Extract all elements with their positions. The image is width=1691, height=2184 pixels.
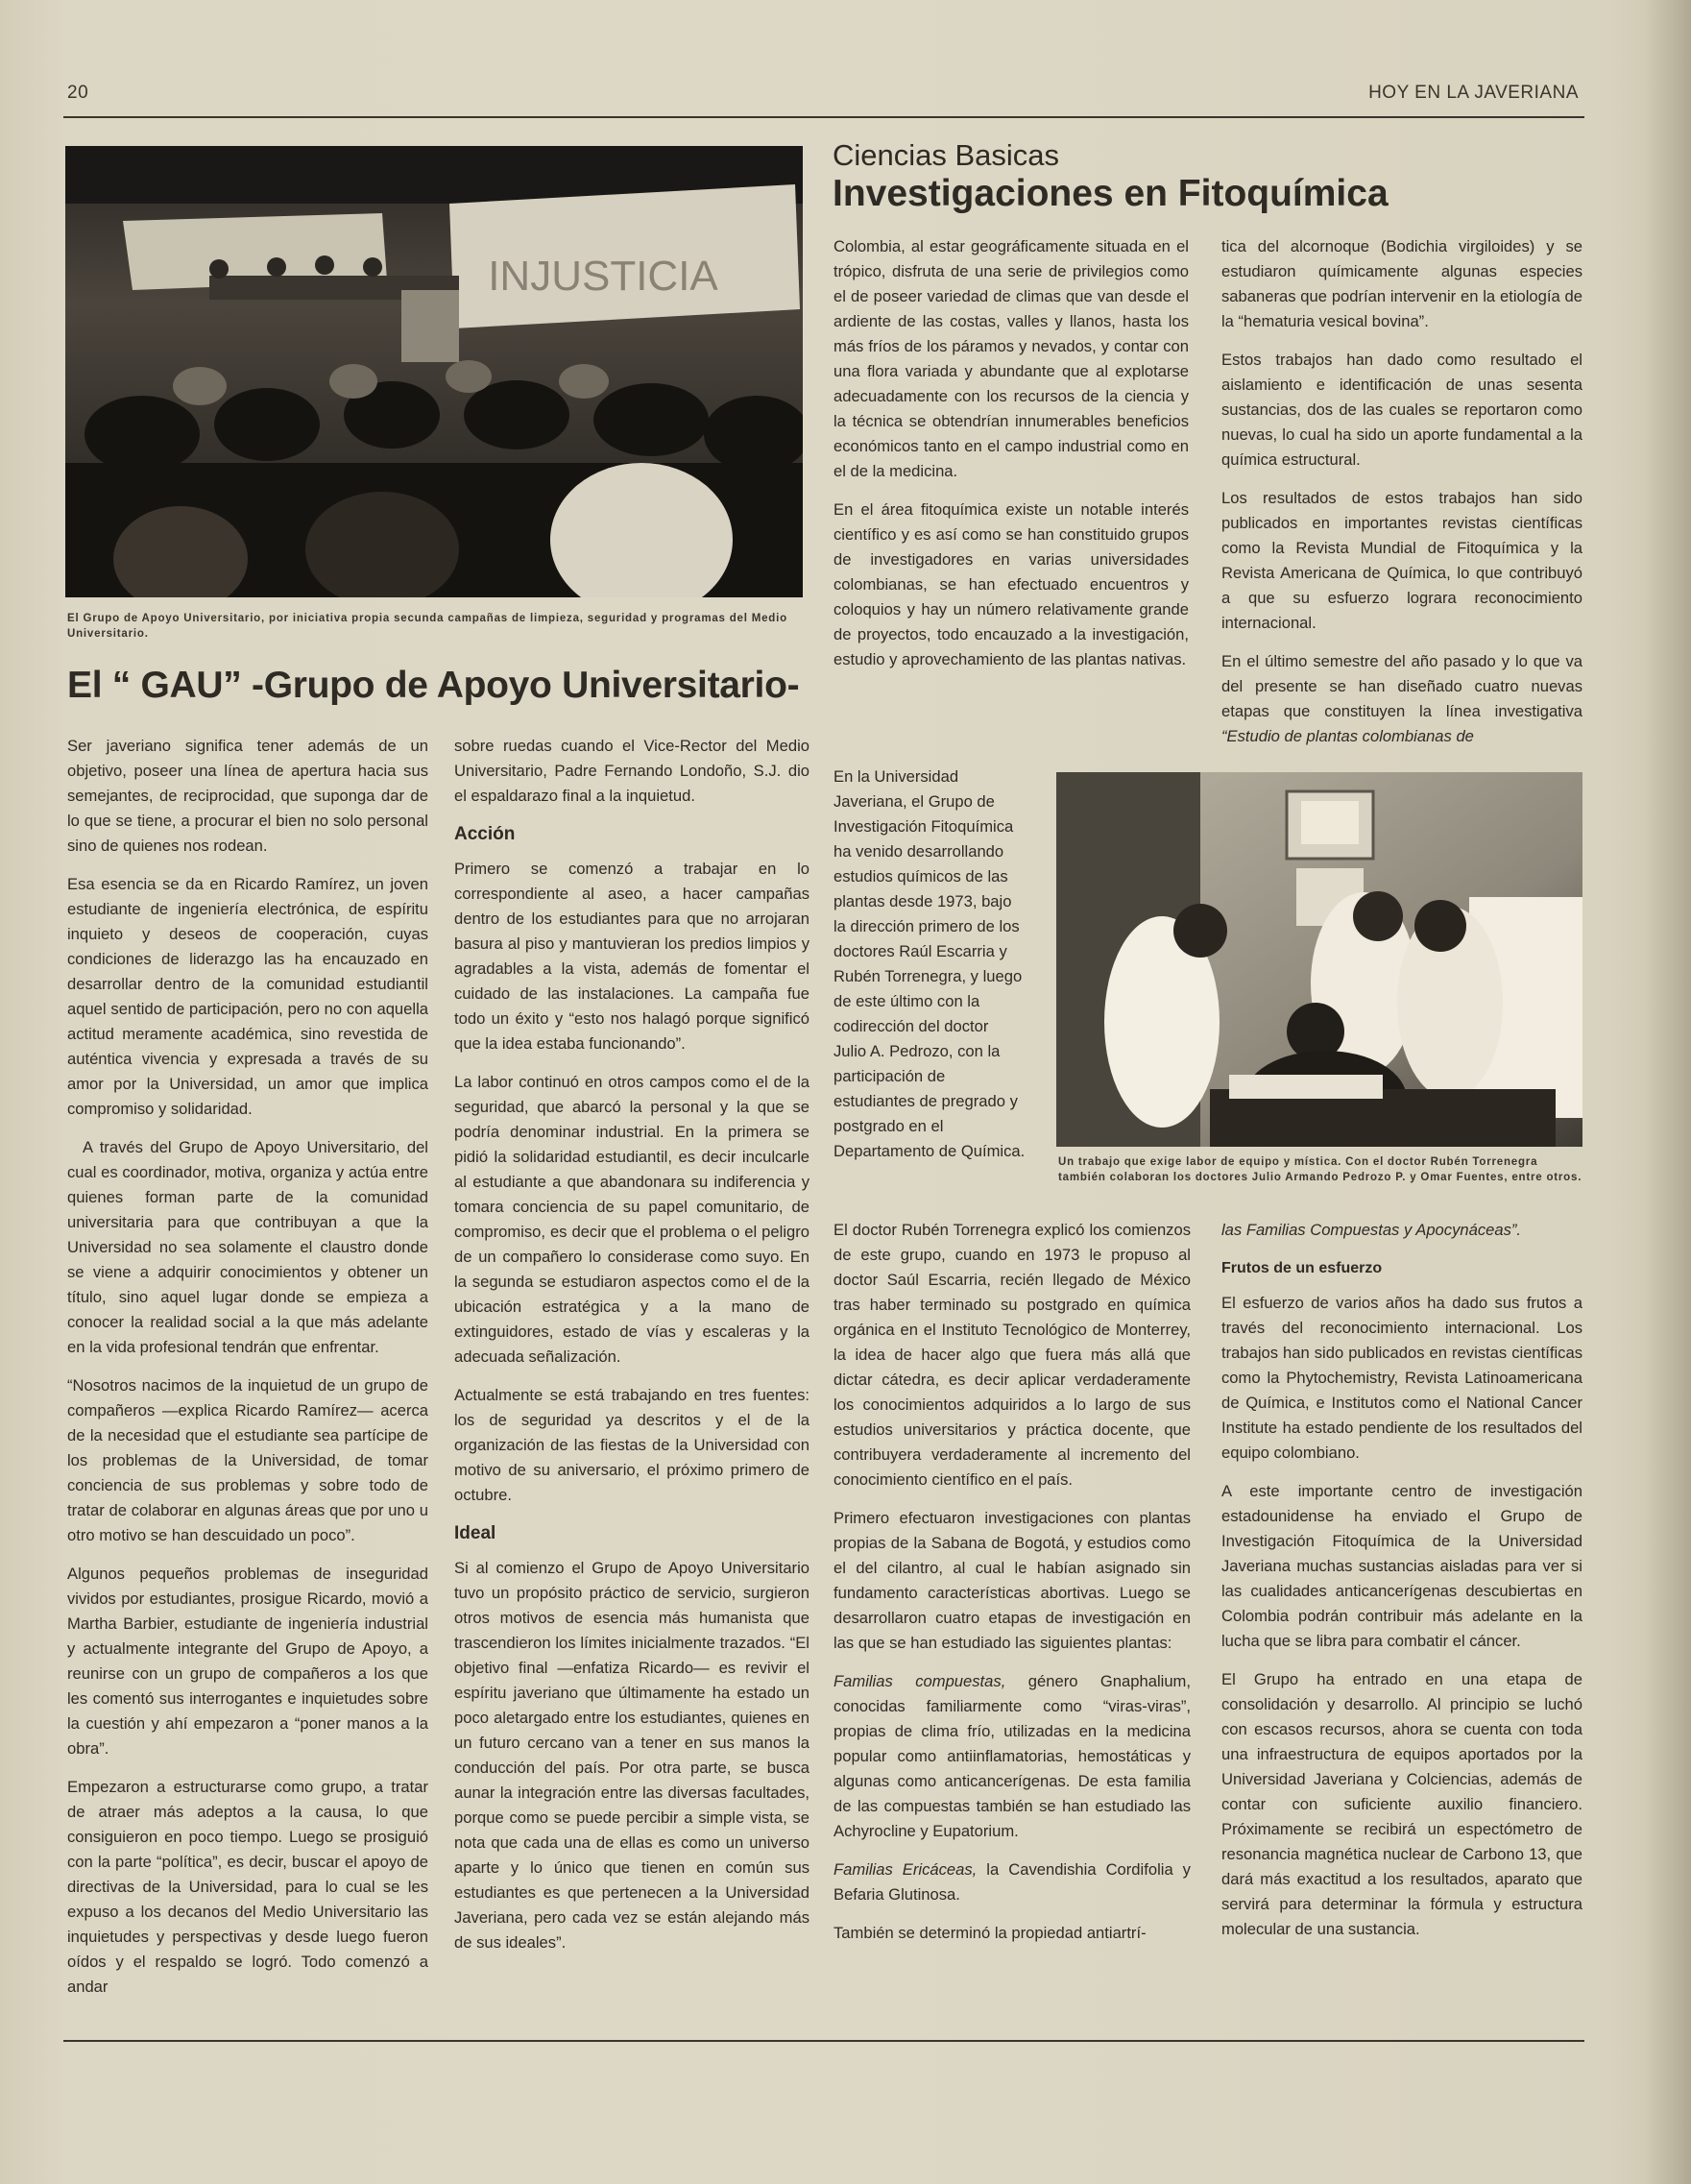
page-edge-shadow — [1645, 0, 1691, 2184]
fitoquimica-headline: Investigaciones en Fitoquímica — [833, 173, 1389, 214]
fito-paragraph: El Grupo ha entrado en una etapa de consolidación y desarrollo. Al principio se luchó con escasos recursos, ahora se cuenta con toda una infraestructura de equipos aportados por la Universidad Javeriana y Colciencias, además de contar con suficiente auxilio financiero. Próximamente se recibirá un espectómetro de resonancia magnética nuclear de Carbono 13, que dará más exactitud a los resultados, aparato que servirá para determinar la fórmula y estructura molecular de una sustancia. — [1221, 1670, 1582, 1938]
gau-paragraph: Si al comienzo el Grupo de Apoyo Universitario tuvo un propósito práctico de servicio, surgieron otros motivos de esencia más humanista que trascendieron los límites inicialmente trazados. “El objetivo final —enfatiza Ricardo— es revivir el espíritu javeriano que últimamente ha estado un poco aletargado entre los estudiantes, quienes en un futuro cercano van a tener en sus manos la conducción del país. Por otra parte, se busca aunar la integración entre las diversas facultades, porque como se puede percibir a simple vista, se nota que cada una de ellas es como un universo aparte y lo único que tienen en común sus estudiantes es que pertenecen a la Universidad Javeriana, pero cada vez se están alejando más de sus ideales”. — [454, 1559, 809, 1952]
fito-paragraph: A este importante centro de investigación estadounidense ha enviado el Grupo de Investigación Fitoquímica de la Universidad Javeriana muchas sustancias aisladas para ver si las cualidades anticancerígenas descubiertas en Colombia podrán contribuir más adelante en la lucha que se libra para combatir el cáncer. — [1221, 1482, 1582, 1650]
assembly-photo — [65, 146, 803, 597]
gau-paragraph: Ser javeriano significa tener además de un objetivo, poseer una línea de apertura hacia sus semejantes, de reciprocidad, que suponga dar de lo que se tiene, a procurar el bien no solo personal sino de quienes nos rodean. — [67, 737, 428, 855]
banner-text: INJUSTICIA — [488, 253, 718, 300]
fito-paragraph — [1221, 649, 1582, 749]
fito-text: género Gnaphalium, conocidas familiarmente como “viras-viras”, propias de clima frío, utilizadas en la medicina popular como antiinflamatorias, hemostáticas y algunas como anticancerígenas. De esta familia de las compuestas también se han estudiado las Achyrocline y Eupatorium. — [833, 1672, 1191, 1840]
fito-text: En el último semestre del año pasado y lo que va del presente se han diseñado cuatro nuevas etapas que constituyen la línea investigativa — [1221, 652, 1582, 720]
fito-text: la Cavendishia Cordifolia y Befaria Glutinosa. — [833, 1860, 1191, 1904]
assembly-photo-caption: El Grupo de Apoyo Universitario, por iniciativa propia secunda campañas de limpieza, seguridad y programas del Medio Universitario. — [67, 613, 787, 640]
fito-paragraph — [833, 1857, 1191, 1907]
gau-headline: El “ GAU” -Grupo de Apoyo Universitario- — [67, 665, 800, 706]
page-number: 20 — [67, 83, 89, 103]
fito-paragraph: Estos trabajos han dado como resultado el aislamiento e identificación de unas sesenta sustancias, dos de las cuales se reportaron como nuevas, lo cual ha sido un aporte fundamental a la química estructural. — [1221, 351, 1582, 469]
gau-paragraph: Esa esencia se da en Ricardo Ramírez, un joven estudiante de ingeniería electrónica, de espíritu inquieto y deseos de cooperación, cuyas condiciones de liderazgo las ha encauzado en desarrollar dentro de la comunidad estudiantil aquel sentido de participación, pero no con aquella actitud meramente académica, sino revestida de auténtica vivencia y expresada a través de su amor por la Universidad, un amor que implica compromiso y solidaridad. — [67, 875, 428, 1118]
assembly-photo-image — [65, 146, 803, 597]
lab-photo-image — [1056, 772, 1582, 1147]
fito-paragraph: También se determinó la propiedad antiartrí- — [833, 1924, 1147, 1942]
fito-paragraph: En el área fitoquímica existe un notable interés científico y es así como se han constituido grupos de investigadores en varias universidades colombianas, se han efectuado encuentros y coloquios y hay un número relativamente grande de proyectos, todo encauzado a la investigación, estudio y aprovechamiento de las plantas nativas. — [833, 500, 1189, 668]
lab-photo — [1056, 772, 1582, 1147]
fito-paragraph: El esfuerzo de varios años ha dado sus frutos a través del reconocimiento internacional. Los trabajos han sido publicados en revistas científicas como la Phytochemistry, Revista Latinoamericana de Química, e Institutos como el National Cancer Institute ha estado pendiente de los resultados del equipo colombiano. — [1221, 1294, 1582, 1462]
section-heading-ideal: Ideal — [454, 1523, 496, 1543]
section-kicker: Ciencias Basicas — [833, 138, 1060, 172]
fito-column-3-bottom — [833, 1218, 1191, 1959]
section-heading-frutos: Frutos de un esfuerzo — [1221, 1260, 1383, 1276]
gau-paragraph: Empezaron a estructurarse como grupo, a tratar de atraer más adeptos a la causa, lo que consiguieron en poco tiempo. Luego se prosiguió con la parte “política”, es decir, buscar el apoyo de directivas de la Universidad, para lo cual se les expuso a los decanos del Medio Universitario las inquietudes y perspectivas y desde luego fueron oídos y el respaldo se logró. Todo comenzó a andar — [67, 1778, 428, 1996]
fito-paragraph: El doctor Rubén Torrenegra explicó los comienzos de este grupo, cuando en 1973 le propuso al doctor Saúl Escarria, recién llegado de México tras haber terminado su postgrado en química orgánica en el Instituto Tecnológico de Monterrey, la idea de hacer algo que fuera más allá que dictar cátedra, es decir aplicar verdaderamente los conocimientos adquiridos a lo largo de sus estudios universitarios y práctica docente, que contribuyera verdaderamente al incremento del conocimiento científico en el país. — [833, 1221, 1191, 1489]
publication-name: HOY EN LA JAVERIANA — [1368, 83, 1579, 103]
gau-paragraph: sobre ruedas cuando el Vice-Rector del Medio Universitario, Padre Fernando Londoño, S.J. dio el espaldarazo final a la inquietud. — [454, 737, 809, 805]
fito-narrow-column — [833, 764, 1026, 1177]
section-heading-accion: Acción — [454, 824, 516, 844]
fito-italic-text: Familias Ericáceas, — [833, 1860, 978, 1879]
fito-column-3-top — [833, 234, 1189, 686]
fito-paragraph — [833, 1669, 1191, 1844]
fito-italic-text: Familias compuestas, — [833, 1672, 1006, 1690]
fito-paragraph: Colombia, al estar geográficamente situada en el trópico, disfruta de una serie de privilegios como el de poseer variedad de climas que van desde el ardiente de las costas, valles y llanos, hasta los más fríos de los páramos y nevados, y contar con una flora variada y abundante que al explotarse adecuadamente con los recursos de la ciencia y la técnica se obtendrían innumerables beneficios económicos tanto en el campo industrial como en el de la medicina. — [833, 237, 1189, 480]
header-rule — [63, 116, 1584, 118]
fito-paragraph: Los resultados de estos trabajos han sido publicados en importantes revistas científicas como la Revista Mundial de Fitoquímica y la Revista Americana de Química, lo que contribuyó a que su esfuerzo lograra reconocimiento internacional. — [1221, 489, 1582, 632]
footer-rule — [63, 2040, 1584, 2042]
gau-paragraph: A través del Grupo de Apoyo Universitario, del cual es coordinador, motiva, organiza y actúa entre quienes forman parte de la comunidad universitaria para que contribuyan a que la Universidad no sea solamente el claustro donde se viene a adquirir conocimientos y obtener un título, sino aquel lugar donde se empieza a conocer la realidad social a la que más adelante en la vida profesional tendrán que enfrentar. — [67, 1138, 428, 1356]
fito-paragraph: Primero efectuaron investigaciones con plantas propias de la Sabana de Bogotá, y estudios como el del cilantro, al cual le habían asignado sin fundamento características abortivas. Luego se desarrollaron cuatro etapas de investigación en las que se han estudiado las siguientes plantas: — [833, 1509, 1191, 1652]
gau-paragraph: Actualmente se está trabajando en tres fuentes: los de seguridad ya descritos y el de la organización de las fiestas de la Universidad con motivo de su aniversario, el próximo primero de octubre. — [454, 1386, 809, 1504]
fito-paragraph — [1221, 1218, 1582, 1243]
fito-column-4-top — [1221, 234, 1582, 749]
gau-paragraph: La labor continuó en otros campos como el de la seguridad, que abarcó la personal y la que se podría denominar industrial. En la primera se pidió la solidaridad estudiantil, es decir inculcarle al estudiante a que abandonara su indiferencia y tomara conciencia de su papel comunitario, de compromiso, es decir que el problema o el peligro de un compañero lo considerase como suyo. En la segunda se estudiaron aspectos como el de la ubicación estratégica y a la mano de extinguidores, estado de vías y escaleras y la adecuada señalización. — [454, 1073, 809, 1366]
gau-paragraph: Algunos pequeños problemas de inseguridad vividos por estudiantes, prosigue Ricardo, movió a Martha Barbier, estudiante de ingeniería industrial y actualmente integrante del Grupo de Apoyo, a reunirse con un grupo de compañeros a los que les comentó sus interrogantes e inquietudes sobre la cuestión y ahí empezaron a “poner manos a la obra”. — [67, 1565, 428, 1758]
gau-column-1 — [67, 734, 428, 2013]
gau-paragraph: Primero se comenzó a trabajar en lo correspondiente al aseo, a hacer campañas dentro de los estudiantes para que no arrojaran basura al piso y mantuvieran los predios limpios y agradables a la vista, además de fomentar el cuidado de las instalaciones. La campaña fue todo un éxito y “esto nos halagó porque significó que la idea estaba funcionando”. — [454, 860, 809, 1053]
gau-paragraph: “Nosotros nacimos de la inquietud de un grupo de compañeros —explica Ricardo Ramírez— acerca de la necesidad que el estudiante sea partícipe de los problemas de la Universidad, de tomar conciencia de sus problemas y sobre todo de tratar de colaborar en algunas áreas que por uno u otro motivo se han descuidado un poco”. — [67, 1376, 428, 1544]
fito-italic-text: las Familias Compuestas y Apocynáceas”. — [1221, 1221, 1522, 1239]
fito-paragraph: tica del alcornoque (Bodichia virgiloides) y se estudiaron químicamente algunas especies sabaneras que podrían intervenir en la etiología de la “hematuria vesical bovina”. — [1221, 237, 1582, 330]
fito-italic-text: “Estudio de plantas colombianas de — [1221, 727, 1474, 745]
fito-paragraph: En la Universidad Javeriana, el Grupo de Investigación Fitoquímica ha venido desarrollando estudios químicos de las plantas desde 1973, bajo la dirección primero de los doctores Raúl Escarria y Rubén Torrenegra, y luego de este último con la codirección del doctor Julio A. Pedrozo, con la participación de estudiantes de pregrado y postgrado en el Departamento de Química. — [833, 767, 1026, 1160]
gau-column-2 — [454, 734, 809, 1969]
fito-column-4-bottom — [1221, 1218, 1582, 1955]
lab-photo-caption: Un trabajo que exige labor de equipo y mística. Con el doctor Rubén Torrenegra también colaboran los doctores Julio Armando Pedrozo P. y Omar Fuentes, entre otros. — [1058, 1156, 1582, 1183]
